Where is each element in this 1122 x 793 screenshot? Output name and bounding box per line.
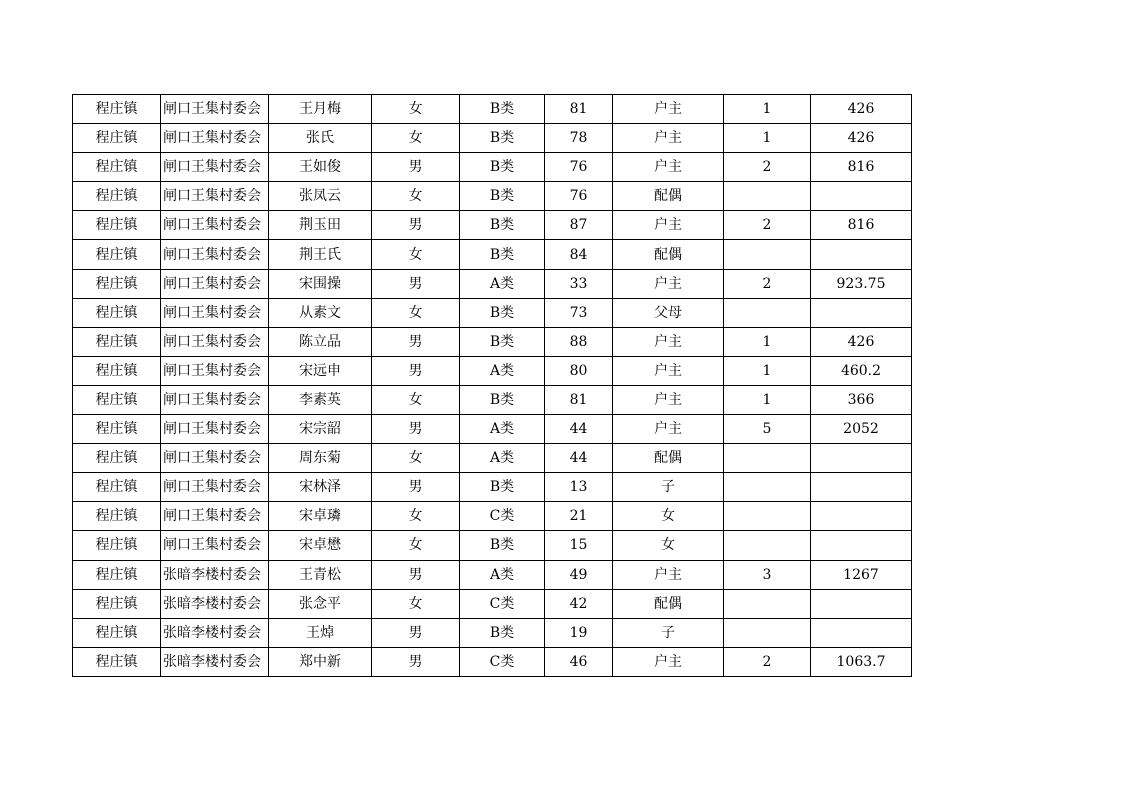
table-row [73,356,912,385]
name-cell: 荆王氏 [269,240,372,269]
village-cell: 张暗李楼村委会 [161,560,269,589]
category-cell: B类 [460,240,545,269]
amount-cell: 1267 [811,560,912,589]
household-size-cell: 2 [724,211,811,240]
relation-cell: 户主 [613,153,724,182]
gender-cell: 女 [372,385,460,414]
age-cell: 46 [545,647,613,676]
name-cell: 李素英 [269,385,372,414]
amount-cell [811,182,912,211]
table-row [73,269,912,298]
gender-cell: 男 [372,211,460,240]
household-size-cell [724,618,811,647]
gender-cell: 女 [372,182,460,211]
name-cell: 王青松 [269,560,372,589]
household-size-cell [724,182,811,211]
amount-cell: 366 [811,385,912,414]
village-cell: 闸口王集村委会 [161,269,269,298]
gender-cell: 女 [372,502,460,531]
household-size-cell: 2 [724,269,811,298]
gender-cell: 男 [372,269,460,298]
name-cell: 宋林泽 [269,473,372,502]
relation-cell: 子 [613,618,724,647]
village-cell: 张暗李楼村委会 [161,618,269,647]
household-size-cell: 2 [724,647,811,676]
amount-cell [811,298,912,327]
amount-cell [811,240,912,269]
name-cell: 宋远申 [269,356,372,385]
household-size-cell: 1 [724,327,811,356]
gender-cell: 女 [372,589,460,618]
name-cell: 陈立品 [269,327,372,356]
name-cell: 王焯 [269,618,372,647]
village-cell: 闸口王集村委会 [161,356,269,385]
amount-cell: 816 [811,211,912,240]
village-cell: 张暗李楼村委会 [161,589,269,618]
gender-cell: 男 [372,473,460,502]
village-cell: 闸口王集村委会 [161,385,269,414]
gender-cell: 男 [372,618,460,647]
town-cell: 程庄镇 [73,182,161,211]
table-row [73,444,912,473]
name-cell: 王月梅 [269,95,372,124]
table-row [73,618,912,647]
category-cell: B类 [460,618,545,647]
table-row [73,211,912,240]
age-cell: 84 [545,240,613,269]
category-cell: C类 [460,589,545,618]
household-size-cell: 1 [724,95,811,124]
town-cell: 程庄镇 [73,560,161,589]
category-cell: B类 [460,95,545,124]
age-cell: 87 [545,211,613,240]
category-cell: A类 [460,444,545,473]
table-row [73,531,912,560]
name-cell: 王如俊 [269,153,372,182]
town-cell: 程庄镇 [73,298,161,327]
village-cell: 闸口王集村委会 [161,415,269,444]
name-cell: 宋卓懋 [269,531,372,560]
table-row [73,182,912,211]
name-cell: 郑中新 [269,647,372,676]
village-cell: 闸口王集村委会 [161,153,269,182]
category-cell: B类 [460,153,545,182]
town-cell: 程庄镇 [73,444,161,473]
village-cell: 闸口王集村委会 [161,327,269,356]
town-cell: 程庄镇 [73,589,161,618]
table-row [73,502,912,531]
gender-cell: 女 [372,124,460,153]
village-cell: 闸口王集村委会 [161,211,269,240]
category-cell: A类 [460,269,545,298]
village-cell: 闸口王集村委会 [161,95,269,124]
table-row [73,589,912,618]
category-cell: B类 [460,124,545,153]
household-size-cell: 2 [724,153,811,182]
name-cell: 宋卓璘 [269,502,372,531]
town-cell: 程庄镇 [73,240,161,269]
gender-cell: 女 [372,95,460,124]
town-cell: 程庄镇 [73,415,161,444]
household-size-cell: 5 [724,415,811,444]
town-cell: 程庄镇 [73,531,161,560]
amount-cell: 1063.7 [811,647,912,676]
relation-cell: 户主 [613,560,724,589]
amount-cell: 923.75 [811,269,912,298]
category-cell: C类 [460,647,545,676]
household-size-cell [724,531,811,560]
household-size-cell [724,240,811,269]
relation-cell: 子 [613,473,724,502]
town-cell: 程庄镇 [73,153,161,182]
age-cell: 88 [545,327,613,356]
town-cell: 程庄镇 [73,618,161,647]
relation-cell: 配偶 [613,182,724,211]
village-cell: 闸口王集村委会 [161,502,269,531]
table-row [73,124,912,153]
village-cell: 闸口王集村委会 [161,240,269,269]
relation-cell: 户主 [613,385,724,414]
age-cell: 73 [545,298,613,327]
age-cell: 49 [545,560,613,589]
town-cell: 程庄镇 [73,95,161,124]
age-cell: 76 [545,153,613,182]
name-cell: 张凤云 [269,182,372,211]
gender-cell: 男 [372,647,460,676]
town-cell: 程庄镇 [73,385,161,414]
village-cell: 闸口王集村委会 [161,531,269,560]
household-size-cell [724,502,811,531]
town-cell: 程庄镇 [73,269,161,298]
town-cell: 程庄镇 [73,647,161,676]
relation-cell: 女 [613,531,724,560]
category-cell: B类 [460,182,545,211]
village-cell: 闸口王集村委会 [161,473,269,502]
amount-cell [811,589,912,618]
relation-cell: 女 [613,502,724,531]
table-body [73,95,912,677]
age-cell: 42 [545,589,613,618]
category-cell: B类 [460,211,545,240]
category-cell: A类 [460,560,545,589]
amount-cell [811,444,912,473]
relation-cell: 配偶 [613,589,724,618]
gender-cell: 女 [372,531,460,560]
age-cell: 81 [545,95,613,124]
age-cell: 76 [545,182,613,211]
age-cell: 81 [545,385,613,414]
age-cell: 13 [545,473,613,502]
household-size-cell [724,444,811,473]
category-cell: B类 [460,531,545,560]
table-row [73,647,912,676]
table-row [73,240,912,269]
gender-cell: 女 [372,298,460,327]
household-size-cell: 1 [724,385,811,414]
relation-cell: 配偶 [613,240,724,269]
table-row [73,327,912,356]
town-cell: 程庄镇 [73,502,161,531]
table-row [73,298,912,327]
relation-cell: 配偶 [613,444,724,473]
amount-cell: 426 [811,327,912,356]
age-cell: 21 [545,502,613,531]
relation-cell: 户主 [613,356,724,385]
town-cell: 程庄镇 [73,124,161,153]
town-cell: 程庄镇 [73,327,161,356]
age-cell: 33 [545,269,613,298]
village-cell: 闸口王集村委会 [161,124,269,153]
household-size-cell [724,589,811,618]
age-cell: 44 [545,444,613,473]
gender-cell: 女 [372,444,460,473]
gender-cell: 男 [372,415,460,444]
category-cell: C类 [460,502,545,531]
amount-cell: 2052 [811,415,912,444]
amount-cell [811,473,912,502]
village-cell: 闸口王集村委会 [161,298,269,327]
relation-cell: 户主 [613,647,724,676]
village-cell: 闸口王集村委会 [161,444,269,473]
name-cell: 宋宗韶 [269,415,372,444]
age-cell: 80 [545,356,613,385]
age-cell: 78 [545,124,613,153]
relation-cell: 户主 [613,327,724,356]
table-row [73,95,912,124]
amount-cell: 460.2 [811,356,912,385]
household-size-cell [724,473,811,502]
category-cell: B类 [460,327,545,356]
village-cell: 张暗李楼村委会 [161,647,269,676]
gender-cell: 男 [372,356,460,385]
amount-cell: 426 [811,95,912,124]
name-cell: 荆玉田 [269,211,372,240]
relation-cell: 户主 [613,415,724,444]
table-row [73,560,912,589]
relation-cell: 父母 [613,298,724,327]
table-row [73,415,912,444]
name-cell: 张氏 [269,124,372,153]
age-cell: 44 [545,415,613,444]
town-cell: 程庄镇 [73,211,161,240]
household-size-cell [724,298,811,327]
relation-cell: 户主 [613,124,724,153]
gender-cell: 男 [372,560,460,589]
category-cell: B类 [460,298,545,327]
category-cell: A类 [460,415,545,444]
category-cell: A类 [460,356,545,385]
household-size-cell: 1 [724,356,811,385]
town-cell: 程庄镇 [73,356,161,385]
name-cell: 张念平 [269,589,372,618]
name-cell: 宋围操 [269,269,372,298]
data-table [72,94,912,677]
category-cell: B类 [460,473,545,502]
household-size-cell: 1 [724,124,811,153]
table-row [73,473,912,502]
gender-cell: 男 [372,153,460,182]
category-cell: B类 [460,385,545,414]
amount-cell: 426 [811,124,912,153]
household-size-cell: 3 [724,560,811,589]
age-cell: 19 [545,618,613,647]
age-cell: 15 [545,531,613,560]
village-cell: 闸口王集村委会 [161,182,269,211]
town-cell: 程庄镇 [73,473,161,502]
relation-cell: 户主 [613,95,724,124]
amount-cell [811,502,912,531]
amount-cell [811,618,912,647]
gender-cell: 女 [372,240,460,269]
amount-cell [811,531,912,560]
gender-cell: 男 [372,327,460,356]
relation-cell: 户主 [613,269,724,298]
table-row [73,385,912,414]
name-cell: 周东菊 [269,444,372,473]
amount-cell: 816 [811,153,912,182]
name-cell: 从素文 [269,298,372,327]
table-row [73,153,912,182]
relation-cell: 户主 [613,211,724,240]
